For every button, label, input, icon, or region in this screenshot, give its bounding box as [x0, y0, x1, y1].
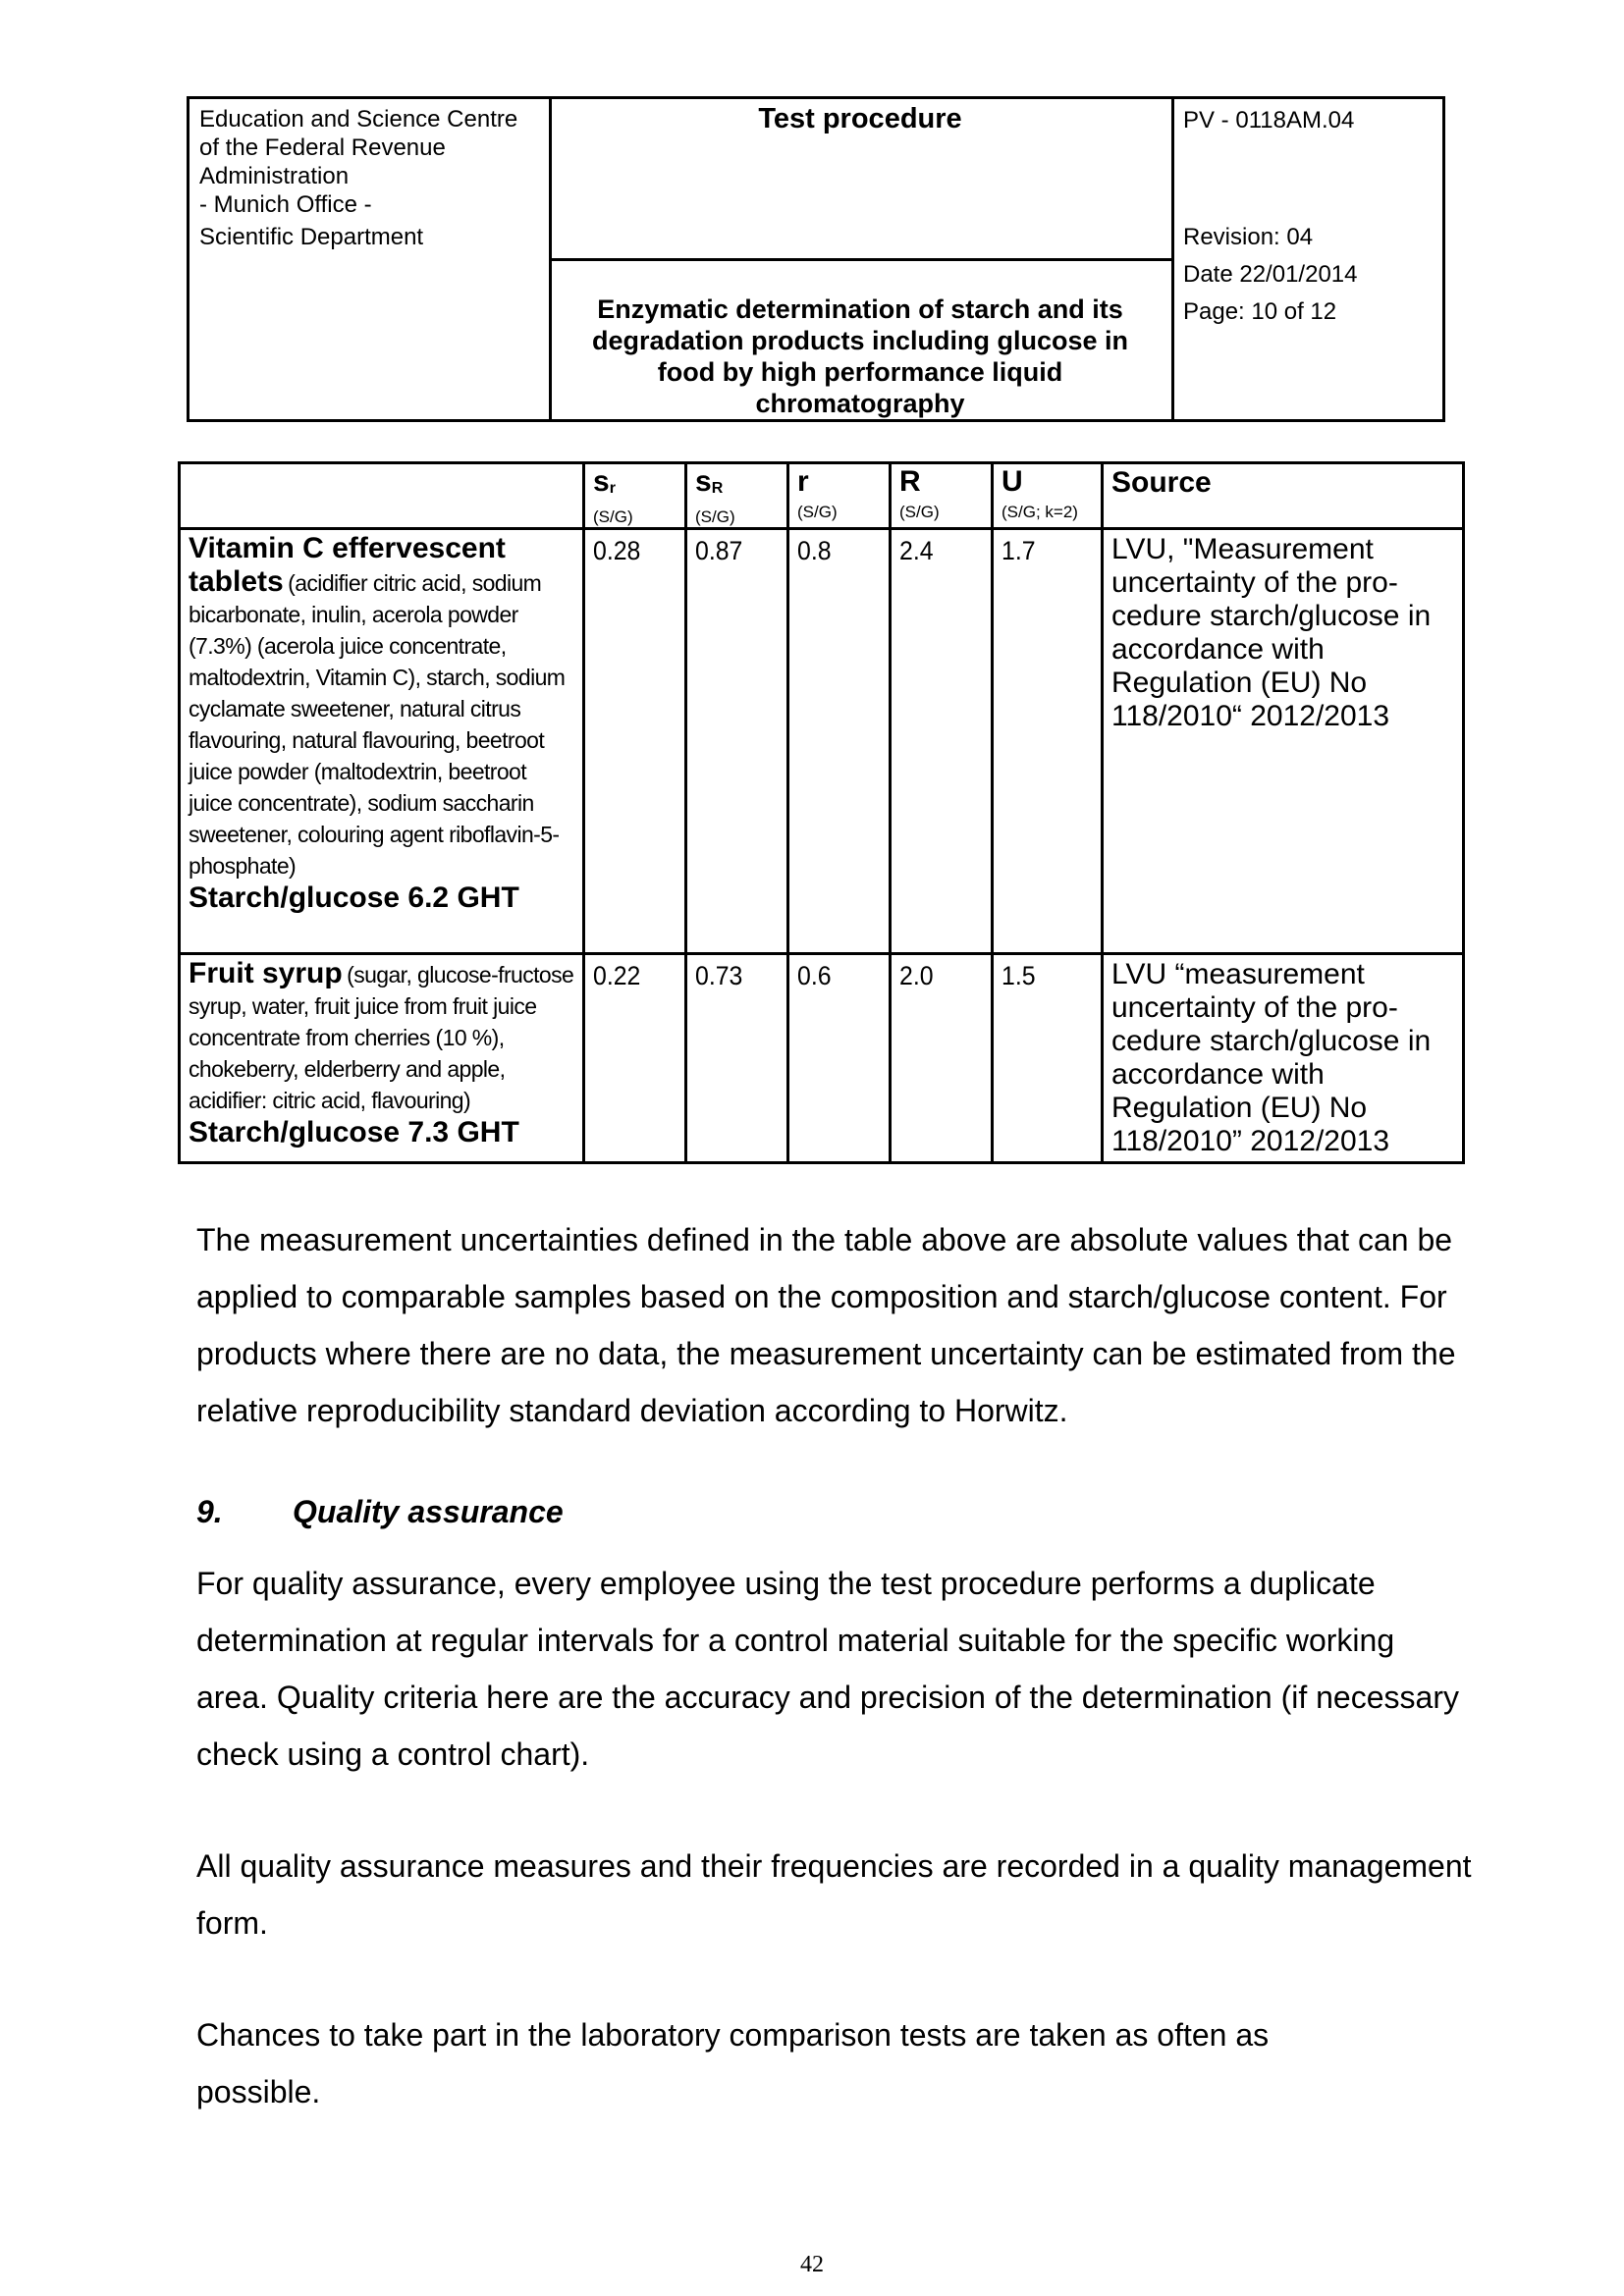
- paragraph-comparison-tests: Chances to take part in the laboratory comparison tests are taken as often as possible.: [196, 2017, 1270, 2109]
- page-number: 42: [800, 2252, 824, 2277]
- sample-cell: [180, 529, 584, 954]
- header-divider: [549, 258, 1171, 261]
- table-header-sr: $s_r$ (S/G): [584, 463, 686, 529]
- table-header-row: [180, 463, 1464, 529]
- sample-description: (acidifier citric acid, sodium bicarbonate, inulin, acerola powder (7.3%) (acerola juice concentrate, maltodextrin, Vitamin C), starch, sodium cyclamate sweetener, natural citrus flavouring, natural flavouring, beetroot juice powder (maltodextrin, beetroot juice concentrate), sodium saccharin sweetener, colouring agent riboflavin-5-phosphate): [189, 570, 566, 879]
- value-cell: 0.87: [686, 529, 788, 954]
- value-cell: 0.6: [788, 954, 891, 1163]
- document-title: Enzymatic determination of starch and its degradation products including glucose in food by high performance liquid chromatography: [591, 294, 1129, 418]
- section-number: 9.: [196, 1494, 223, 1529]
- value-cell: 1.5: [993, 954, 1103, 1163]
- sample-name: Fruit syrup: [189, 957, 343, 989]
- paragraph-records: All quality assurance measures and their frequencies are recorded in a quality management form.: [196, 1848, 1472, 1941]
- table-header-sample: [180, 463, 584, 529]
- section-title: Quality assurance: [293, 1494, 564, 1529]
- paragraph-quality-assurance: For quality assurance, every employee using the test procedure performs a duplicate determination at regular intervals for a control material suitable for the specific working area. Quality criteria here are the accuracy and precision of the determination (if necessary check using a control chart).: [196, 1566, 1459, 1772]
- source-cell: LVU, "Measurement uncertainty of the pro-cedure starch/glucose in accordance with Regulation (EU) No 118/2010“ 2012/2013: [1103, 529, 1464, 954]
- uncertainty-table: [178, 461, 1465, 1164]
- value-cell: 0.28: [584, 529, 686, 954]
- value-cell: 2.0: [891, 954, 993, 1163]
- value-cell: 2.4: [891, 529, 993, 954]
- page-label: Page: 10 of 12: [1183, 298, 1337, 325]
- document-type: Test procedure: [758, 103, 962, 134]
- revision-label: Revision: 04: [1183, 224, 1314, 250]
- table-header-U: U (S/G; k=2): [993, 463, 1103, 529]
- department-name: Scientific Department: [199, 224, 424, 250]
- table-row: [180, 529, 1464, 954]
- section-heading: [196, 1494, 564, 1530]
- table-header-r: r (S/G): [788, 463, 891, 529]
- table-header-source: Source: [1103, 463, 1464, 529]
- header-divider: [1171, 99, 1174, 419]
- sample-name: Vitamin C effervescent tablets: [189, 532, 506, 598]
- sample-content: Starch/glucose 6.2 GHT: [189, 881, 519, 914]
- value-cell: 0.8: [788, 529, 891, 954]
- table-row: [180, 954, 1464, 1163]
- value-cell: 0.22: [584, 954, 686, 1163]
- table-header-sR: $s_R$ (S/G): [686, 463, 788, 529]
- document-header: [187, 96, 1445, 422]
- paragraph-uncertainty: The measurement uncertainties defined in the table above are absolute values that can be applied to comparable samples based on the composition and starch/glucose content. For products where there are no data, the measurement uncertainty can be estimated from the relative reproducibility standard deviation according to Horwitz.: [196, 1222, 1456, 1428]
- document-number: PV - 0118AM.04: [1183, 107, 1355, 133]
- value-cell: 1.7: [993, 529, 1103, 954]
- sample-description: (sugar, glucose-fructose syrup, water, fruit juice from fruit juice concentrate from cherries (10 %), chokeberry, elderberry and apple, acidifier: citric acid, flavouring): [189, 962, 574, 1113]
- source-cell: LVU “measurement uncertainty of the pro-cedure starch/glucose in accordance with Regulation (EU) No 118/2010” 2012/2013: [1103, 954, 1464, 1163]
- value-cell: 0.73: [686, 954, 788, 1163]
- sample-content: Starch/glucose 7.3 GHT: [189, 1116, 519, 1148]
- date-label: Date 22/01/2014: [1183, 261, 1358, 288]
- sample-cell: [180, 954, 584, 1163]
- organization-name: Education and Science Centre of the Federal Revenue Administration - Munich Office -: [199, 106, 518, 218]
- table-header-R: R (S/G): [891, 463, 993, 529]
